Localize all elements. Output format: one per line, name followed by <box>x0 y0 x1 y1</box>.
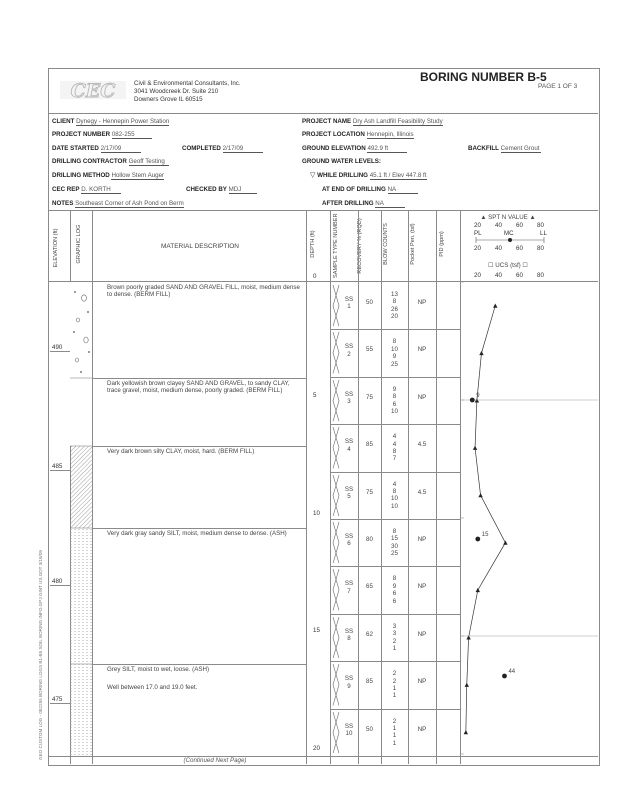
elevation-header: ELEVATION (ft) <box>53 228 59 268</box>
project-number-value: 082-255 <box>112 131 152 139</box>
blow-count: 10 <box>391 345 398 353</box>
depth-label: 5 <box>313 392 317 399</box>
sample-blow-counts <box>381 623 408 653</box>
mc-tick: 40 <box>495 245 502 252</box>
depth-header: DEPTH (ft) <box>310 230 316 258</box>
table-bottom-line <box>48 756 598 757</box>
ucs-header: ☐ UCS (tsf) ☐ <box>488 262 528 269</box>
cec-rep-label: CEC REP <box>52 186 80 193</box>
sample-blow-counts <box>381 481 408 511</box>
split-spoon-icon <box>332 664 340 705</box>
sample-pocket-pen: NP <box>417 725 427 733</box>
method-value: Hollow Stem Auger <box>111 172 165 179</box>
split-spoon-icon <box>332 475 340 516</box>
boring-title: BORING NUMBER B-5 <box>420 70 547 84</box>
continued-note: (Continued Next Page) <box>183 757 247 764</box>
blow-count: 9 <box>392 385 397 393</box>
blow-count: 8 <box>392 298 397 306</box>
material-description: Well between 17.0 and 19.0 feet. <box>107 684 198 691</box>
blow-count: 4 <box>392 433 397 441</box>
sample-recovery: 65 <box>366 583 373 591</box>
sample-blow-counts <box>381 575 408 605</box>
sample-id <box>340 438 358 453</box>
sample-type: SS <box>344 296 354 303</box>
sample-number: 1 <box>347 303 351 311</box>
sample-row-line <box>330 709 460 710</box>
sample-recovery: 50 <box>366 725 373 733</box>
blow-count: 8 <box>392 448 397 455</box>
sample-id <box>340 343 358 358</box>
sample-type: SS <box>344 580 354 588</box>
sample-type: SS <box>344 722 354 730</box>
checked-by-value: MDJ <box>229 186 257 194</box>
sample-blow-counts <box>381 291 408 321</box>
elevation-label: 490 <box>52 344 63 351</box>
spt-plot <box>460 282 598 756</box>
sample-type: SS <box>344 485 354 493</box>
blow-count: 7 <box>392 455 397 463</box>
blow-count: 30 <box>391 542 398 550</box>
material-description: Brown poorly graded SAND AND GRAVEL FILL, moist, medium dense to dense. (BERM FILL) <box>107 284 300 299</box>
sample-type: SS <box>344 343 354 351</box>
project-name-value: Dry Ash Landfill Feasibility Study <box>352 118 443 125</box>
sample-row-line <box>330 566 460 567</box>
sample-type: SS <box>344 438 354 446</box>
blow-count: 1 <box>392 739 397 747</box>
split-spoon-icon <box>332 285 340 326</box>
split-spoon-icon <box>332 380 340 421</box>
while-drilling-label: WHILE DRILLING <box>317 172 368 179</box>
ucs-tick: 40 <box>495 272 502 279</box>
date-started-label: DATE STARTED <box>52 145 99 152</box>
graphic-log-header: GRAPHIC LOG <box>76 224 82 264</box>
company-name: Civil & Environmental Consultants, Inc. <box>134 80 241 87</box>
blow-count: 2 <box>392 637 397 645</box>
spt-tick: 60 <box>516 222 523 229</box>
cec-rep-value: D. KORTH <box>81 186 121 194</box>
blow-count: 1 <box>392 692 397 700</box>
blow-count: 9 <box>392 353 397 361</box>
split-spoon-icon <box>332 569 340 610</box>
sample-recovery: 85 <box>366 441 373 449</box>
blow-count: 10 <box>391 502 398 510</box>
blow-count: 10 <box>391 408 398 416</box>
sample-recovery: 50 <box>366 299 373 306</box>
blow-count: 15 <box>391 535 398 543</box>
mc-tick-labels <box>460 245 556 253</box>
mc-label: MC <box>504 230 514 237</box>
sample-row-line <box>330 614 460 615</box>
sample-pocket-pen: NP <box>417 536 427 543</box>
sample-recovery: 80 <box>366 536 373 543</box>
after-drilling-label: AFTER DRILLING <box>322 200 374 207</box>
split-spoon-icon <box>332 427 340 468</box>
project-name-label: PROJECT NAME <box>302 118 352 125</box>
blow-count: 2 <box>392 717 397 725</box>
completed-label: COMPLETED <box>182 145 221 152</box>
sample-pocket-pen: NP <box>417 678 427 686</box>
material-description: Grey SILT, moist to wet, loose. (ASH) <box>107 666 210 673</box>
blow-count: 8 <box>392 528 397 535</box>
blow-count: 4 <box>392 480 397 488</box>
spt-tick: 40 <box>495 222 502 229</box>
contractor-label: DRILLING CONTRACTOR <box>52 158 127 165</box>
sample-pocket-pen: NP <box>417 299 427 306</box>
blow-counts-header: BLOW COUNTS <box>383 223 389 265</box>
sample-number: 8 <box>347 635 351 643</box>
page-number: PAGE 1 OF 3 <box>538 83 578 90</box>
blow-count: 20 <box>391 313 398 321</box>
project-location-label: PROJECT LOCATION <box>302 131 365 138</box>
blow-count: 6 <box>392 400 397 408</box>
pl-label: PL <box>474 230 482 237</box>
spt-point <box>503 541 507 545</box>
ucs-tick: 80 <box>537 272 544 279</box>
spt-tick-labels <box>460 222 556 230</box>
side-file-text: GEO CUSTOM LOG - 082255 BORING LOGS B1-B5 SOIL BORING INFO.GPJ GINT US.GDT 3/18/09 <box>38 550 43 760</box>
sample-blow-counts <box>381 718 408 748</box>
elevation-tick <box>50 585 70 586</box>
split-spoon-icon <box>332 522 340 563</box>
blow-count: 13 <box>391 291 398 298</box>
blow-count: 1 <box>392 685 397 692</box>
graphic-log <box>70 282 92 756</box>
date-started-value: 2/17/09 <box>101 145 141 153</box>
method-label: DRILLING METHOD <box>52 172 110 179</box>
split-spoon-icon <box>332 712 340 753</box>
elevation-tick <box>50 351 70 352</box>
blow-count: 8 <box>392 488 397 495</box>
ucs-tick: 60 <box>516 272 523 279</box>
sample-type: SS <box>344 533 354 540</box>
sample-id <box>340 675 358 690</box>
end-drilling-label: AT END OF DRILLING <box>322 186 386 193</box>
sample-id <box>340 391 358 406</box>
sample-number: 9 <box>347 682 351 690</box>
blow-count: 6 <box>392 597 397 605</box>
sample-id <box>340 533 358 548</box>
blow-count: 1 <box>392 645 397 653</box>
sample-blow-counts <box>381 528 408 558</box>
while-drilling-value: 45.1 ft / Elev 447.8 ft <box>369 172 427 179</box>
contractor-value: Geoff Testing <box>129 158 169 166</box>
sample-id <box>340 628 358 643</box>
spt-tick: 20 <box>474 222 481 229</box>
blow-count: 9 <box>392 582 397 590</box>
spt-point <box>465 683 469 687</box>
blow-count: 3 <box>392 622 397 630</box>
moisture-label: 44 <box>508 669 516 675</box>
blow-count: 25 <box>391 360 398 368</box>
spt-point <box>476 588 480 592</box>
sample-pocket-pen: 4.5 <box>417 488 427 496</box>
sample-row-line <box>330 424 460 425</box>
sample-row-line <box>330 519 460 520</box>
sample-number: 3 <box>347 398 351 406</box>
spt-line <box>466 306 506 733</box>
spt-point <box>473 446 477 450</box>
sample-row-line <box>330 377 460 378</box>
spt-point <box>479 351 483 355</box>
sample-id <box>340 486 358 501</box>
blow-count: 25 <box>391 550 398 558</box>
depth-label: 20 <box>313 745 320 752</box>
sample-row-line <box>330 661 460 662</box>
split-spoon-icon <box>332 617 340 658</box>
blow-count: 8 <box>392 393 397 401</box>
sample-number: 6 <box>347 540 351 548</box>
sample-recovery: 85 <box>366 678 373 686</box>
blow-count: 4 <box>392 440 397 448</box>
sample-number: 10 <box>345 730 353 737</box>
spt-tick: 80 <box>537 222 544 229</box>
sample-type: SS <box>344 675 354 683</box>
sample-id <box>340 580 358 595</box>
blow-count: 3 <box>392 630 397 638</box>
sample-blow-counts <box>381 386 408 416</box>
company-address-2: Downers Grove IL 60515 <box>134 96 203 103</box>
moisture-point <box>475 537 480 542</box>
sample-pocket-pen: NP <box>417 393 427 401</box>
sample-number: 7 <box>347 587 351 595</box>
moisture-point <box>470 398 475 403</box>
backfill-label: BACKFILL <box>468 145 499 152</box>
sample-blow-counts <box>381 338 408 368</box>
sample-pocket-pen: NP <box>417 630 427 638</box>
backfill-value: Cement Grout <box>500 145 540 152</box>
blow-count: 8 <box>392 575 397 583</box>
atterberg-legend <box>460 236 556 244</box>
elevation-tick <box>50 703 70 704</box>
elevation-tick <box>50 470 70 471</box>
sample-blow-counts <box>381 433 408 463</box>
sample-recovery: 75 <box>366 488 373 496</box>
material-description: Very dark gray sandy SILT, moist, medium dense to dense. (ASH) <box>107 530 287 537</box>
moisture-point <box>502 674 507 679</box>
sample-id <box>340 723 358 738</box>
material-description: Very dark brown silty CLAY, moist, hard. (BERM FILL) <box>107 448 255 455</box>
recovery-header: RECOVERY % (RQD) <box>357 218 363 274</box>
client-label: CLIENT <box>52 118 75 125</box>
notes-value: Southeast Corner of Ash Pond on Berm <box>75 200 184 207</box>
depth-label: 0 <box>313 273 317 280</box>
pocket-pen-header: Pocket Pen. (tsf) <box>410 223 416 265</box>
table-top-line <box>48 210 598 211</box>
sample-pocket-pen: NP <box>417 346 427 354</box>
after-drilling-value: NA <box>375 200 405 208</box>
checked-by-label: CHECKED BY <box>186 186 227 193</box>
sample-row-line <box>330 472 460 473</box>
spt-header: ▲ SPT N VALUE ▲ <box>480 214 536 221</box>
material-description: Dark yellowish brown clayey SAND AND GRAVEL, to sandy CLAY, trace gravel, moist, medium dense, poorly graded. (BERM FILL) <box>107 380 290 395</box>
spt-point <box>493 304 497 308</box>
blow-count: 26 <box>391 305 398 313</box>
ground-elevation-value: 492.9 ft <box>367 145 407 153</box>
blow-count: 2 <box>392 677 397 685</box>
groundwater-label: GROUND WATER LEVELS: <box>302 158 381 165</box>
sample-id <box>340 296 358 311</box>
blow-count: 10 <box>391 495 398 503</box>
water-level-icon: ▽ <box>310 172 316 179</box>
sample-pocket-pen: 4.5 <box>417 441 427 449</box>
ground-elevation-label: GROUND ELEVATION <box>302 145 366 152</box>
mc-tick: 20 <box>474 245 481 252</box>
depth-label: 15 <box>313 627 320 634</box>
sample-header: SAMPLE TYPE NUMBER <box>333 213 339 278</box>
sample-pocket-pen: NP <box>417 583 427 591</box>
mc-tick: 60 <box>516 245 523 252</box>
elevation-label: 480 <box>52 578 63 585</box>
client-value: Dynegy - Hennepin Power Station <box>76 118 170 125</box>
mc-tick: 80 <box>537 245 544 252</box>
sample-recovery: 62 <box>366 630 373 638</box>
notes-label: NOTES <box>52 200 74 207</box>
material-header: MATERIAL DESCRIPTION <box>160 243 239 250</box>
sample-blow-counts <box>381 670 408 700</box>
moisture-label: 9 <box>476 393 480 399</box>
sample-row-line <box>330 329 460 330</box>
sample-type: SS <box>344 627 354 635</box>
ucs-tick-labels <box>460 272 556 280</box>
sample-recovery: 55 <box>366 346 373 354</box>
sample-number: 4 <box>347 445 351 453</box>
depth-label: 10 <box>313 510 320 517</box>
elevation-label: 475 <box>52 696 63 703</box>
spt-point <box>478 493 482 497</box>
pid-header: PID (ppm) <box>439 231 445 257</box>
logo-text: CEC <box>70 80 116 102</box>
sample-type: SS <box>344 390 354 398</box>
blow-count: 6 <box>392 590 397 598</box>
blow-count: 8 <box>392 338 397 346</box>
completed-value: 2/17/09 <box>223 145 263 153</box>
spt-point <box>464 730 468 734</box>
header-divider <box>48 113 598 114</box>
blow-count: 1 <box>392 732 397 740</box>
ll-label: LL <box>540 230 547 237</box>
end-drilling-value: NA <box>388 186 418 194</box>
blow-count: 2 <box>392 670 397 678</box>
moisture-label: 15 <box>481 532 489 538</box>
ucs-tick: 20 <box>474 272 481 279</box>
project-number-label: PROJECT NUMBER <box>52 131 111 138</box>
split-spoon-icon <box>332 332 340 373</box>
project-location-value: Hennepin, Illinois <box>366 131 414 138</box>
blow-count: 1 <box>392 725 397 732</box>
sample-number: 2 <box>347 350 351 358</box>
company-logo <box>60 78 126 102</box>
sample-number: 5 <box>347 493 351 500</box>
elevation-label: 485 <box>52 463 63 470</box>
sample-recovery: 75 <box>366 393 373 401</box>
company-address-1: 3041 Woodcreek Dr. Suite 210 <box>134 88 219 95</box>
